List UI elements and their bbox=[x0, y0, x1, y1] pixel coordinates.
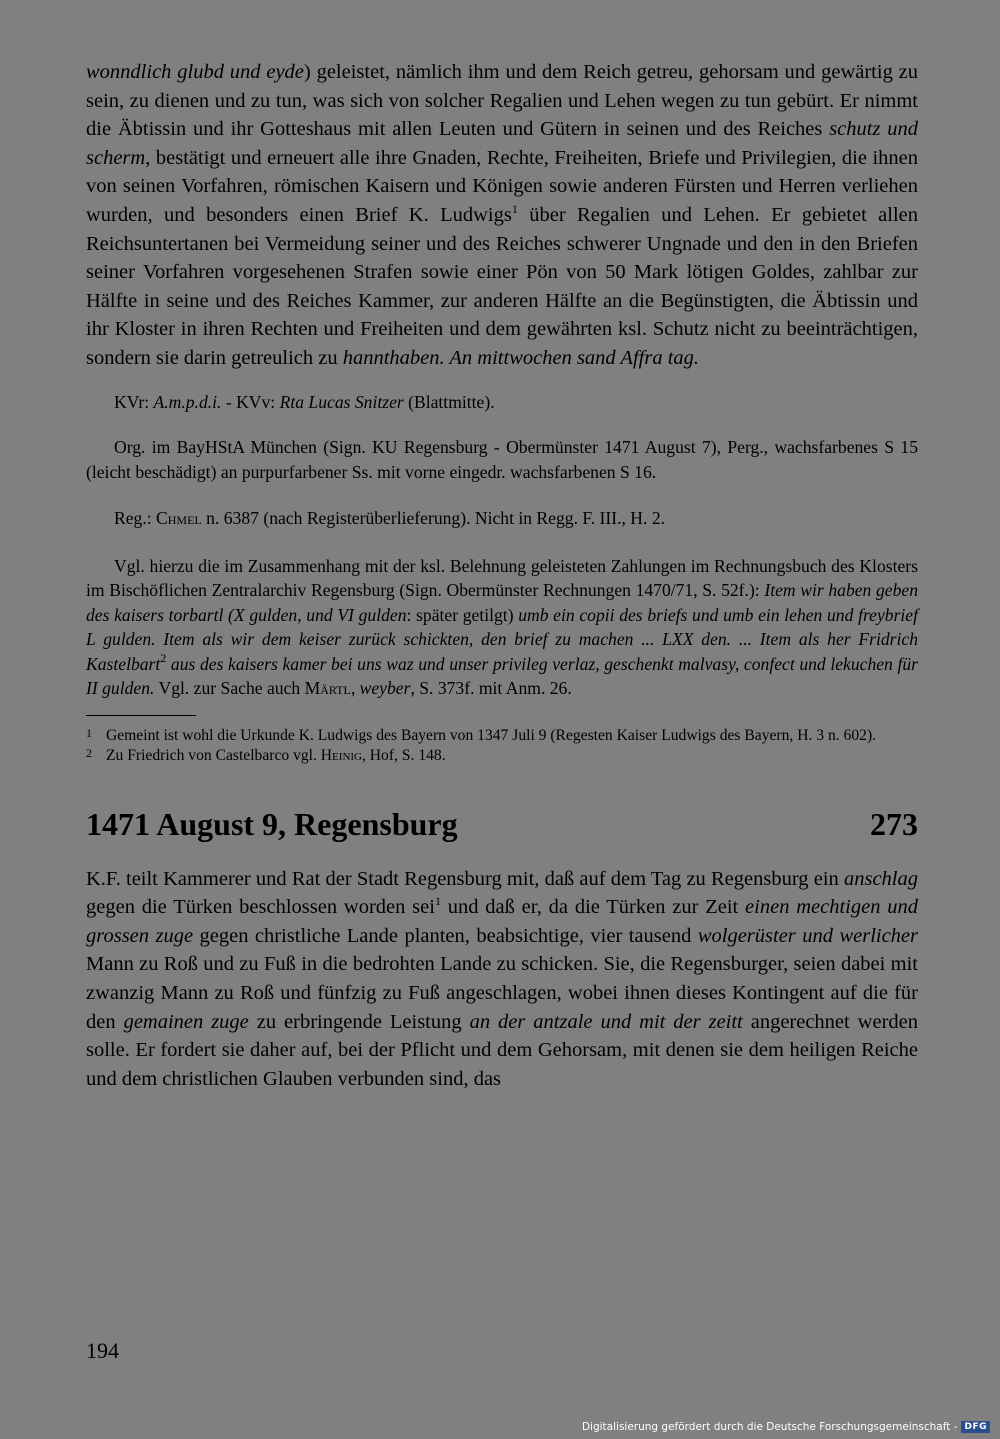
note-vergleich bbox=[86, 554, 918, 701]
italic-text: wolgerüster und werlicher bbox=[697, 924, 919, 947]
italic-text: Rta Lucas Snitzer bbox=[279, 391, 404, 412]
author-name: Chmel bbox=[156, 508, 202, 529]
italic-text: an der antzale und mit der zeitt bbox=[469, 1010, 743, 1033]
footnote-text bbox=[106, 726, 918, 746]
document-heading bbox=[86, 806, 918, 843]
italic-text: weyber bbox=[359, 678, 411, 699]
document-number: 273 bbox=[870, 805, 918, 842]
italic-text: wonndlich glubd und eyde bbox=[86, 61, 304, 83]
document-date-place: 1471 August 9, Regensburg bbox=[86, 805, 458, 842]
text-run: n. 6387 (nach Registerüberlieferung). Nicht in Regg. F. III., H. 2. bbox=[201, 508, 666, 529]
italic-text: anschlag bbox=[843, 867, 918, 890]
text-run: Vgl. zur Sache auch bbox=[154, 678, 305, 699]
italic-text: einen mechtigen und grossen zuge bbox=[86, 896, 919, 947]
regest-paragraph bbox=[86, 865, 918, 1094]
text-run: ) geleistet, nämlich ihm und dem Reich getreu, gehorsam und gewärtig zu sein, zu dienen und zu tun, was sich von solcher Regalien und Lehen wegen zu tun gebürt. Er nimmt die Äbtissin und ihr Gotteshaus mit allen Leuten und Gütern in seinen und des Reiches bbox=[86, 61, 918, 141]
italic-text: aus des kaisers kamer bei uns waz und unser privileg verlaz, geschenkt malvasy, confect und lekuchen für II gulden. bbox=[86, 653, 918, 699]
italic-text: gemainen zuge bbox=[123, 1010, 249, 1033]
text-run: - KVv: bbox=[221, 391, 280, 412]
text-run: Reg.: bbox=[114, 508, 157, 529]
document-page bbox=[86, 58, 918, 1093]
text-run: Org. im BayHStA München (Sign. KU Regensburg - Obermünster 1471 August 7), Perg., wachsfarbenes S 15 (leicht beschädigt) an purpurfarbener Ss. mit vorne eingedr. wachsfarbenen S 16. bbox=[86, 437, 918, 482]
note-regesten bbox=[86, 506, 918, 531]
italic-text: schutz und scherm bbox=[86, 118, 918, 169]
text-run: Vgl. hierzu die im Zusammenhang mit der ksl. Belehnung geleisteten Zahlungen im Rechnungsbuch des Klosters im Bischöflichen Zentralarchiv Regensburg (Sign. Obermünster Rechnungen 1470/71, S. 52f.): bbox=[86, 555, 918, 601]
note-original bbox=[86, 435, 918, 484]
text-run: , Hof, S. 148. bbox=[362, 746, 446, 764]
text-run: , bbox=[350, 678, 360, 699]
text-run: KVr: bbox=[114, 391, 154, 412]
italic-text: hannthaben. An mittwochen sand Affra tag. bbox=[342, 346, 700, 369]
text-run: Gemeint ist wohl die Urkunde K. Ludwigs des Bayern von 1347 Juli 9 (Regesten Kaiser Ludwigs des Bayern, H. 3 n. 602). bbox=[106, 726, 877, 744]
footnote-divider bbox=[86, 715, 196, 716]
text-run: gegen die Türken beschlossen worden sei bbox=[86, 896, 435, 919]
author-name: Märtl bbox=[304, 678, 351, 699]
text-run: , bestätigt und erneuert alle ihre Gnaden, Rechte, Freiheiten, Briefe und Privilegien, die ihnen von seinen Vorfahren, römischen Kaisern und Königen sowie anderen Fürsten und Herren verliehen wurden, und besonders einen Brief K. Ludwigs bbox=[86, 146, 918, 226]
text-run: gegen christliche Lande planten, beabsichtige, vier tausend bbox=[193, 924, 698, 947]
text-run: Zu Friedrich von Castelbarco vgl. bbox=[106, 746, 321, 764]
footer-text: Digitalisierung gefördert durch die Deutsche Forschungsgemeinschaft - bbox=[581, 1421, 958, 1433]
regest-paragraph-continued bbox=[86, 58, 918, 373]
text-run: (Blattmitte). bbox=[403, 391, 495, 412]
text-run: und daß er, da die Türken zur Zeit bbox=[440, 896, 746, 919]
italic-text: umb ein copii des briefs und umb ein lehen und freybrief L gulden. Item als wir dem keiser zurück schickten, den brief zu machen ... LXX den. ... Item als her Fridrich Kastelbart bbox=[86, 604, 919, 674]
italic-text: Item wir haben geben des kaisers torbartl (X gulden, und VI gulden bbox=[86, 580, 918, 625]
note-kanzleivermerk bbox=[86, 390, 918, 415]
text-run: K.F. teilt Kammerer und Rat der Stadt Regensburg mit, daß auf dem Tag zu Regensburg ein bbox=[86, 867, 844, 890]
dfg-logo: DFG bbox=[961, 1421, 990, 1433]
text-run: , S. 373f. mit Anm. 26. bbox=[410, 678, 572, 699]
digitization-footer bbox=[582, 1421, 990, 1433]
italic-text: A.m.p.d.i. bbox=[153, 391, 222, 412]
footnotes bbox=[86, 726, 918, 766]
text-run: Mann zu Roß und zu Fuß in die bedrohten Lande zu schicken. Sie, die Regensburger, seien dabei mit zwanzig Mann zu Roß und fünfzig zu Fuß angeschlagen, wobei ihnen dieses Kontingent auf die für den bbox=[86, 953, 918, 1033]
author-name: Heinig bbox=[320, 746, 362, 764]
footnote-text bbox=[106, 746, 918, 766]
page-number: 194 bbox=[86, 1338, 119, 1363]
text-run: angerechnet werden solle. Er fordert sie daher auf, bei der Pflicht und dem Gehorsam, mit denen sie dem heiligen Reiche und dem christlichen Glauben verbunden sind, das bbox=[86, 1010, 919, 1090]
text-run: zu erbringende Leistung bbox=[248, 1010, 470, 1033]
footnote-marker: 1 bbox=[511, 201, 518, 216]
footnote-marker: 2 bbox=[160, 650, 167, 665]
footnote bbox=[86, 746, 918, 766]
footnote-marker: 1 bbox=[434, 894, 441, 909]
footnote bbox=[86, 726, 918, 746]
text-run: über Regalien und Lehen. Er gebietet allen Reichsuntertanen bei Vermeidung seiner und des Reiches schwerer Ungnade und den in den Briefen seiner Vorfahren vorgesehenen Strafen sowie einer Pön von 50 Mark lötigen Goldes, zahlbar zur Hälfte in seine und des Reiches Kammer, zur anderen Hälfte an die Begünstigten, die Äbtissin und ihr Kloster in ihren Rechten und Freiheiten und dem gewährten ksl. Schutz nicht zu beeinträchtigen, sondern sie darin getreulich zu bbox=[86, 203, 918, 369]
text-run: : später getilgt) bbox=[406, 604, 519, 625]
footnote-number: 2 bbox=[86, 745, 92, 760]
footnote-number: 1 bbox=[86, 725, 92, 740]
